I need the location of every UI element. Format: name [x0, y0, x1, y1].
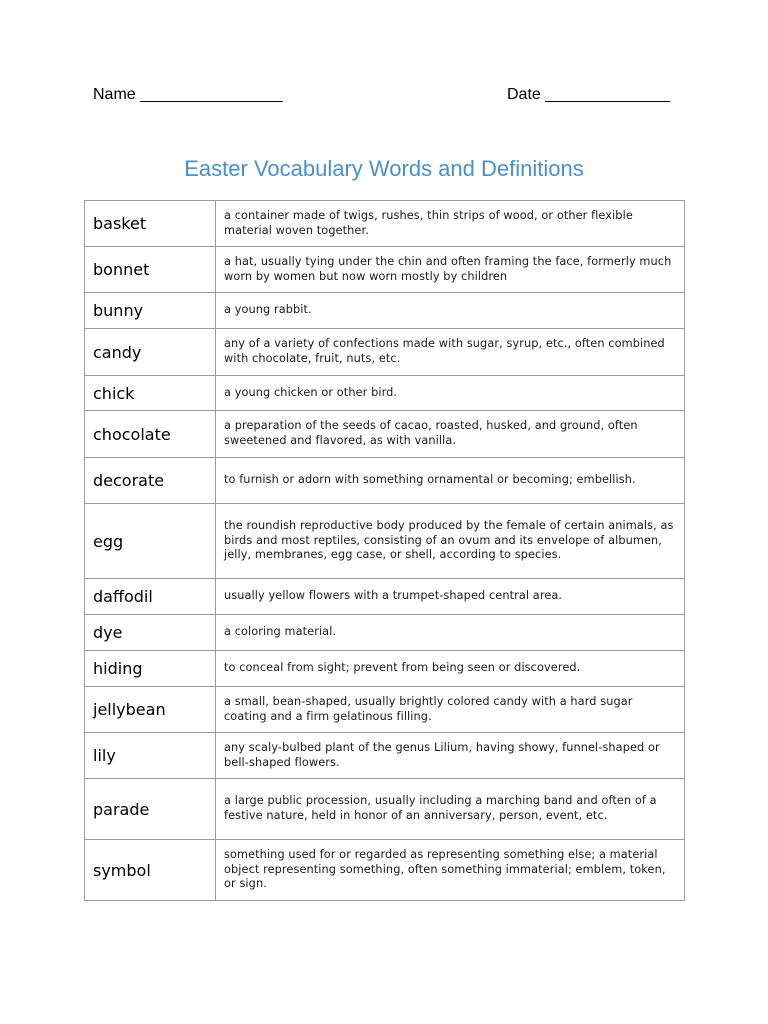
vocab-word: egg	[85, 504, 216, 579]
table-row	[85, 579, 685, 615]
vocab-definition: a container made of twigs, rushes, thin strips of wood, or other flexible material woven together.	[216, 201, 685, 247]
table-row	[85, 840, 685, 901]
vocab-word: bonnet	[85, 247, 216, 293]
table-row	[85, 458, 685, 504]
page-title: Easter Vocabulary Words and Definitions	[184, 156, 584, 181]
vocab-word: hiding	[85, 651, 216, 687]
vocab-word: chick	[85, 376, 216, 411]
table-row	[85, 651, 685, 687]
vocab-word: bunny	[85, 293, 216, 329]
vocabulary-table	[84, 200, 685, 901]
vocab-definition: the roundish reproductive body produced by the female of certain animals, as birds and most reptiles, consisting of an ovum and its envelope of albumen, jelly, membranes, egg case, or shell, according to species.	[216, 504, 685, 579]
table-row	[85, 293, 685, 329]
vocab-definition: a large public procession, usually including a marching band and often of a festive nature, held in honor of an anniversary, person, event, etc.	[216, 779, 685, 840]
name-line: Name ________________	[93, 86, 283, 103]
vocab-definition: to conceal from sight; prevent from being seen or discovered.	[216, 651, 685, 687]
table-row	[85, 504, 685, 579]
table-row	[85, 376, 685, 411]
vocab-definition: a coloring material.	[216, 615, 685, 651]
vocab-word: decorate	[85, 458, 216, 504]
vocab-definition: a small, bean-shaped, usually brightly colored candy with a hard sugar coating and a firm gelatinous filling.	[216, 687, 685, 733]
table-row	[85, 329, 685, 376]
vocab-definition: a young chicken or other bird.	[216, 376, 685, 411]
vocab-word: candy	[85, 329, 216, 376]
date-line: Date ______________	[507, 86, 670, 103]
vocab-definition: any scaly-bulbed plant of the genus Lilium, having showy, funnel-shaped or bell-shaped flowers.	[216, 733, 685, 779]
vocab-word: dye	[85, 615, 216, 651]
vocab-definition: a young rabbit.	[216, 293, 685, 329]
vocab-word: basket	[85, 201, 216, 247]
table-row	[85, 615, 685, 651]
vocab-definition: usually yellow flowers with a trumpet-shaped central area.	[216, 579, 685, 615]
vocab-definition: any of a variety of confections made with sugar, syrup, etc., often combined with chocolate, fruit, nuts, etc.	[216, 329, 685, 376]
vocab-word: chocolate	[85, 411, 216, 458]
vocab-definition: to furnish or adorn with something ornamental or becoming; embellish.	[216, 458, 685, 504]
table-row	[85, 687, 685, 733]
table-row	[85, 247, 685, 293]
vocab-word: lily	[85, 733, 216, 779]
vocab-definition: something used for or regarded as representing something else; a material object representing something, often something immaterial; emblem, token, or sign.	[216, 840, 685, 901]
vocab-definition: a preparation of the seeds of cacao, roasted, husked, and ground, often sweetened and flavored, as with vanilla.	[216, 411, 685, 458]
table-row	[85, 411, 685, 458]
table-row	[85, 201, 685, 247]
vocab-definition: a hat, usually tying under the chin and often framing the face, formerly much worn by women but now worn mostly by children	[216, 247, 685, 293]
vocab-word: symbol	[85, 840, 216, 901]
table-row	[85, 733, 685, 779]
table-row	[85, 779, 685, 840]
vocab-word: parade	[85, 779, 216, 840]
vocab-word: daffodil	[85, 579, 216, 615]
vocab-word: jellybean	[85, 687, 216, 733]
